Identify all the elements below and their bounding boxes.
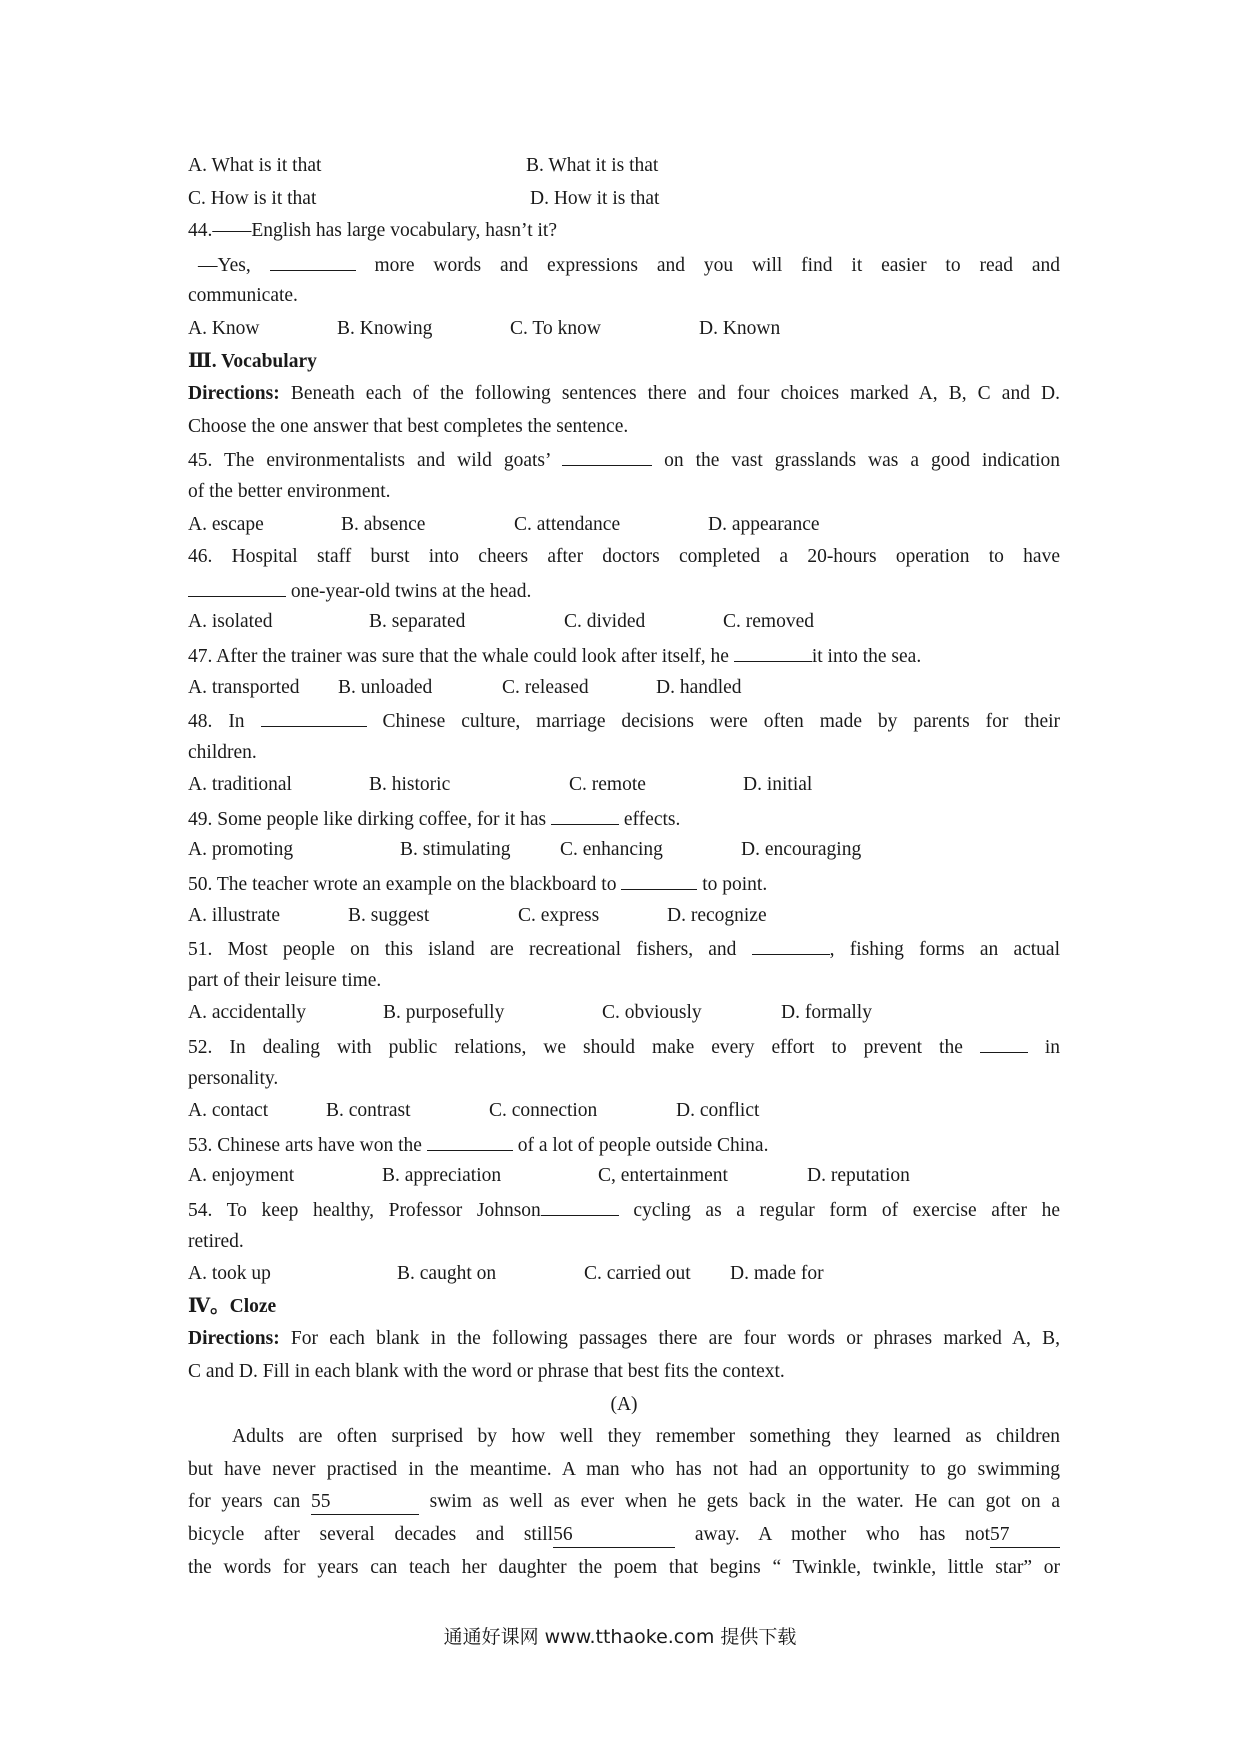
q43-options-row-1 [188,150,1060,183]
q45-option-d[interactable]: D. appearance [708,513,820,535]
q48-stem-end: Chinese culture, marriage decisions were often made by parents for their [382,711,1061,733]
passage-line-3-start: for years can [188,1491,301,1513]
passage-line-1: Adults are often surprised by how well they remember something they learned as children [232,1426,1060,1448]
q52-option-a[interactable]: A. contact [188,1100,269,1122]
q47-option-d[interactable]: D. handled [656,676,742,698]
q48-stem [188,704,1060,737]
q54-option-c[interactable]: C. carried out [584,1263,691,1285]
q54-option-d[interactable]: D. made for [730,1263,824,1285]
q51-stem-end: , fishing forms an actual [829,939,1060,961]
q49-stem-start: 49. Some people like dirking coffee, for it has [188,808,547,830]
directions-text: For each blank in the following passages there are four words or phrases marked A, B, [290,1328,1060,1350]
q45-stem-end: on the vast grasslands was a good indication [664,450,1061,472]
page-footer: 通通好课网 www.tthaoke.com 提供下载 [443,1626,797,1648]
q52-options [188,1095,1060,1128]
q48-blank[interactable] [261,704,367,727]
q54-options [188,1258,1060,1291]
q45-blank[interactable] [562,443,652,466]
passage-line-3 [188,1486,1060,1519]
q45-option-c[interactable]: C. attendance [514,513,621,535]
q50-option-d[interactable]: D. recognize [667,904,767,926]
section-cloze-directions-2: C and D. Fill in each blank with the word or phrase that best fits the context. [188,1360,785,1382]
q52-option-d[interactable]: D. conflict [676,1100,760,1122]
q47-option-a[interactable]: A. transported [188,676,300,698]
q47-stem-end: it into the sea. [811,645,922,667]
passage-line-3-end: swim as well as ever when he gets back in the water. He can got on a [429,1491,1060,1513]
section-vocabulary-title: Ⅲ. Vocabulary [188,350,317,372]
q48-stem-start: 48. In [188,711,245,733]
q46-stem-end: one-year-old twins at the head. [290,580,532,602]
q47-blank[interactable] [734,639,812,662]
q45-stem-start: 45. The environmentalists and wild goats’ [188,450,551,472]
q49-option-d[interactable]: D. encouraging [741,839,862,861]
q46-options [188,606,1060,639]
q43-options-row-2 [188,183,1060,216]
q53-blank[interactable] [427,1128,513,1151]
q46-option-c[interactable]: C. divided [564,611,646,633]
q49-option-c[interactable]: C. enhancing [560,839,663,861]
exam-page [188,150,1060,1584]
q53-option-d[interactable]: D. reputation [807,1165,910,1187]
q49-blank[interactable] [551,802,619,825]
q52-stem-start: 52. In dealing with public relations, we should make every effort to prevent the [188,1037,963,1059]
q51-option-c[interactable]: C. obviously [602,1002,702,1024]
q51-stem [188,932,1060,965]
q53-stem-end: of a lot of people outside China. [517,1134,769,1156]
q48-option-c[interactable]: C. remote [569,774,646,796]
q47-stem [188,639,1060,672]
passage-label: (A) [610,1393,638,1415]
q53-options [188,1160,1060,1193]
q53-stem [188,1128,1060,1161]
q51-option-d[interactable]: D. formally [781,1002,872,1024]
q54-stem-start: 54. To keep healthy, Professor Johnson [188,1200,541,1221]
section-vocabulary-directions-2: Choose the one answer that best completes the sentence. [188,415,629,437]
q48-stem-cont: children. [188,741,257,763]
q46-blank[interactable] [188,574,286,597]
q44-option-a[interactable]: A. Know [188,317,260,339]
q47-option-c[interactable]: C. released [502,676,589,698]
q54-option-b[interactable]: B. caught on [397,1263,497,1285]
q52-blank[interactable] [980,1030,1028,1053]
q44-options [188,313,1060,346]
passage-line-4-mid: away. A mother who has not [694,1523,990,1545]
q53-option-c[interactable]: C, entertainment [598,1165,728,1187]
q52-stem [188,1030,1060,1063]
q54-stem-cont: retired. [188,1230,244,1252]
q49-option-b[interactable]: B. stimulating [400,839,511,861]
q46-option-a[interactable]: A. isolated [188,611,273,633]
q51-option-b[interactable]: B. purposefully [383,1002,505,1024]
q47-stem-start: 47. After the trainer was sure that the whale could look after itself, he [188,645,729,667]
q44-stem: 44.——English has large vocabulary, hasn’t it? [188,220,557,242]
q44-option-b[interactable]: B. Knowing [337,317,433,339]
cloze-blank-56[interactable]: 56 [553,1523,675,1548]
cloze-blank-55[interactable]: 55 [311,1490,419,1515]
q44-blank[interactable] [270,248,356,271]
q48-option-b[interactable]: B. historic [369,774,451,796]
q50-option-c[interactable]: C. express [518,904,600,926]
q54-stem-end: cycling as a regular form of exercise after he [633,1200,1060,1221]
q46-stem: 46. Hospital staff burst into cheers after doctors completed a 20-hours operation to have [188,546,1060,568]
q54-blank[interactable] [541,1193,619,1216]
q51-blank[interactable] [752,932,830,955]
q52-stem-cont: personality. [188,1067,279,1089]
q45-options [188,509,1060,542]
q49-option-a[interactable]: A. promoting [188,839,294,861]
q51-option-a[interactable]: A. accidentally [188,1002,307,1024]
q52-option-c[interactable]: C. connection [489,1100,598,1122]
q44-reply [188,248,1060,281]
q47-option-b[interactable]: B. unloaded [338,676,433,698]
q48-option-d[interactable]: D. initial [743,774,813,796]
q52-option-b[interactable]: B. contrast [326,1100,411,1122]
cloze-blank-57[interactable]: 57 [990,1523,1060,1548]
q46-stem-cont [188,574,1060,607]
q43-option-c[interactable]: C. How is it that [188,187,317,209]
q54-option-a[interactable]: A. took up [188,1263,271,1285]
q54-stem [188,1193,1060,1226]
q45-stem [188,443,1060,476]
q44-option-d[interactable]: D. Known [699,317,781,339]
section-cloze-title: Ⅳ。Cloze [188,1295,277,1317]
q43-option-b[interactable]: B. What it is that [526,155,659,176]
q46-option-d[interactable]: C. removed [723,611,814,633]
q48-option-a[interactable]: A. traditional [188,774,292,796]
q49-stem-end: effects. [623,808,681,830]
q49-options [188,834,1060,867]
q52-stem-end: in [1044,1037,1061,1059]
q44-option-c[interactable]: C. To know [510,317,601,339]
q43-option-a[interactable]: A. What is it that [188,155,322,176]
q51-stem-start: 51. Most people on this island are recreational fishers, and [188,939,737,961]
passage-line-2: but have never practised in the meantime. A man who has not had an opportunity to go swimming [188,1458,1060,1480]
q44-reply-cont: communicate. [188,285,298,307]
q50-stem [188,867,1060,900]
q51-options [188,997,1060,1030]
q45-option-b[interactable]: B. absence [341,513,426,535]
section-cloze-directions-1 [188,1323,1060,1356]
q50-options [188,900,1060,933]
q49-stem [188,802,1060,835]
q47-options [188,672,1060,705]
q44-reply-end: more words and expressions and you will find it easier to read and [374,254,1061,276]
q50-blank[interactable] [621,867,697,890]
q53-option-a[interactable]: A. enjoyment [188,1165,295,1187]
q53-stem-start: 53. Chinese arts have won the [188,1134,422,1156]
q51-stem-cont: part of their leisure time. [188,969,382,991]
directions-label: Directions: [188,1328,280,1350]
q50-option-b[interactable]: B. suggest [348,904,430,926]
q45-stem-cont: of the better environment. [188,480,391,502]
q48-options [188,769,1060,802]
passage-line-4 [188,1519,1060,1552]
q53-option-b[interactable]: B. appreciation [382,1165,502,1187]
passage-line-4-start: bicycle after several decades and still [188,1523,554,1545]
q46-option-b[interactable]: B. separated [369,611,466,633]
q44-reply-start: —Yes, [198,254,251,276]
q45-option-a[interactable]: A. escape [188,513,264,535]
q50-stem-start: 50. The teacher wrote an example on the blackboard to [188,874,617,896]
q43-option-d[interactable]: D. How it is that [530,187,660,209]
directions-text: Beneath each of the following sentences there and four choices marked A, B, C and D. [290,383,1061,405]
q50-stem-end: to point. [702,874,768,896]
passage-line-5: the words for years can teach her daughter the poem that begins “ Twinkle, twinkle, little star” or [188,1556,1060,1578]
directions-label: Directions: [188,383,280,405]
section-vocabulary-directions-1 [188,378,1060,411]
q50-option-a[interactable]: A. illustrate [188,904,281,926]
